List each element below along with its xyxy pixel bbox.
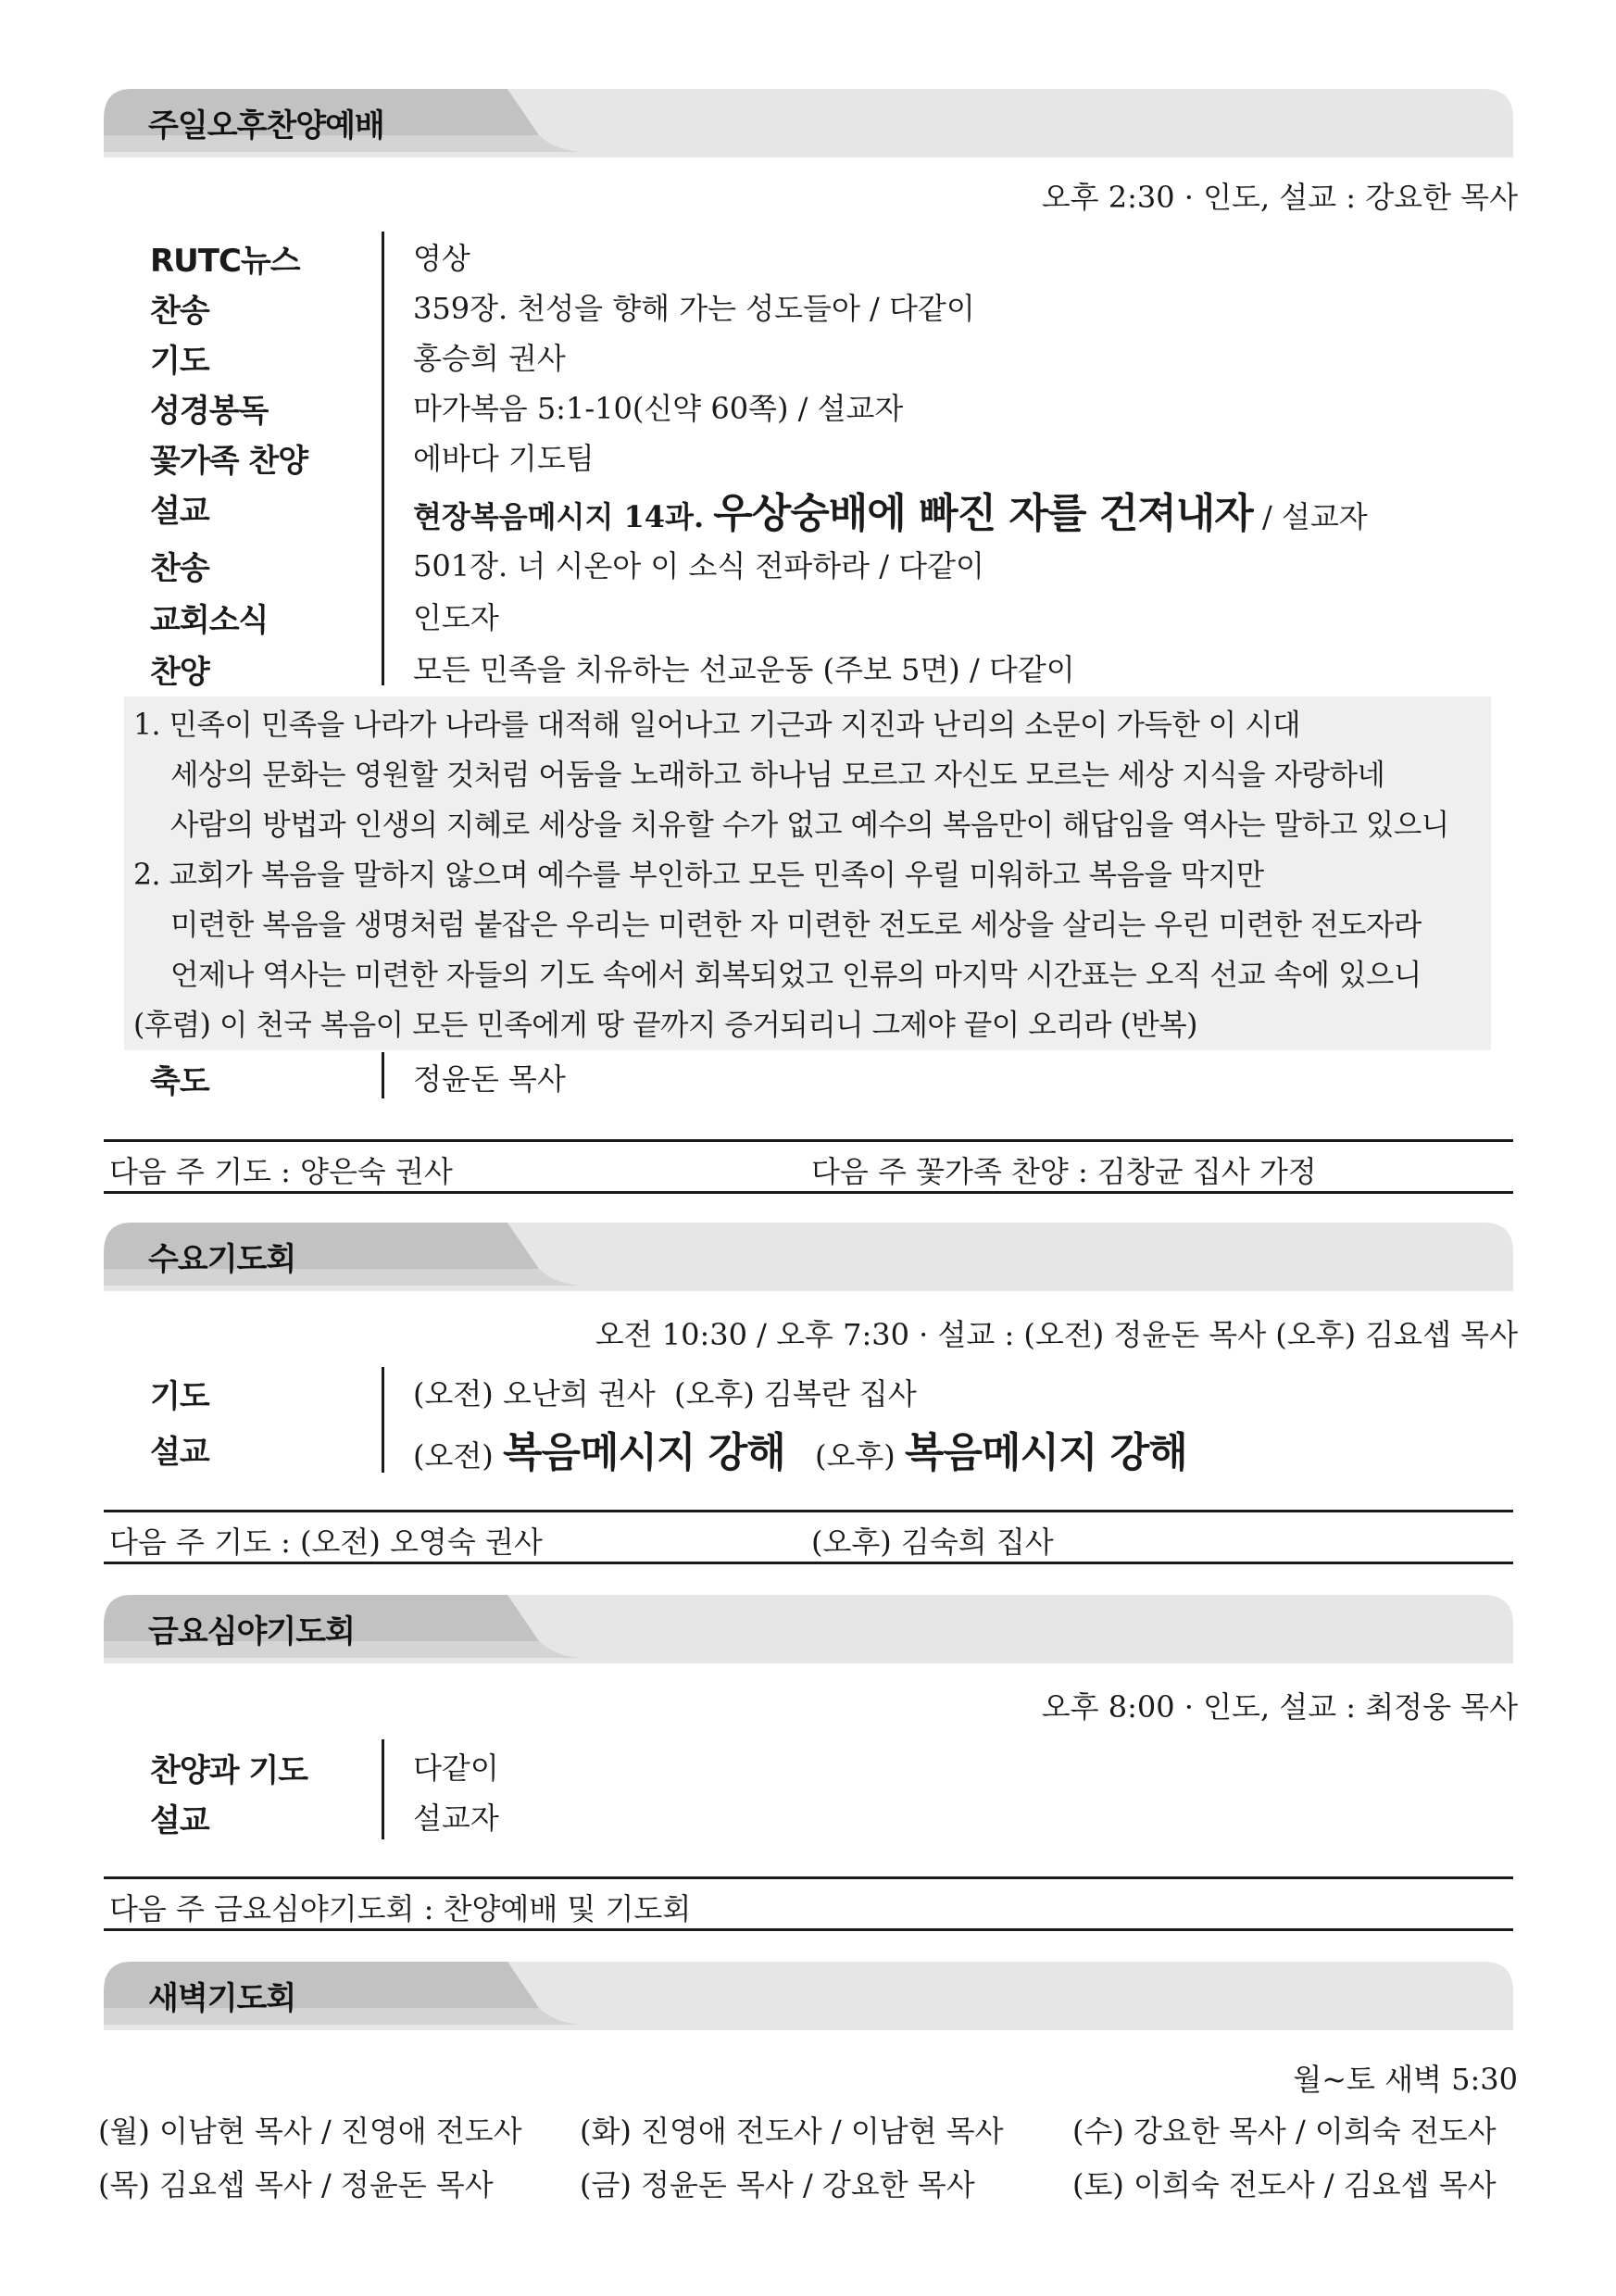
order-value: (오전) 오난희 권사 (오후) 김복란 집사 — [413, 1376, 917, 1411]
order-value: 인도자 — [413, 600, 499, 635]
section-header-sunday — [104, 82, 1513, 157]
dawn-schedule-item: (토) 이희숙 전도사 / 김요셉 목사 — [1072, 2167, 1497, 2202]
next-week-prayer: 다음 주 기도 : 양은숙 권사 — [109, 1154, 453, 1189]
dawn-schedule-item: (금) 정윤돈 목사 / 강요한 목사 — [580, 2167, 975, 2202]
divider-bar — [382, 1367, 384, 1473]
order-label: 설교 — [150, 493, 209, 530]
am-sermon-title: 복음메시지 강해 — [502, 1429, 785, 1476]
order-label: 기도 — [150, 343, 209, 380]
next-week-friday: 다음 주 금요심야기도회 : 찬양예배 및 기도회 — [109, 1891, 692, 1926]
order-label: 교회소식 — [150, 602, 269, 639]
section-header-friday — [104, 1587, 1513, 1663]
order-value: 에바다 기도팀 — [413, 441, 595, 476]
lyrics-line: 언제나 역사는 미련한 자들의 기도 속에서 회복되었고 인류의 마지막 시간표는 오직 선교 속에 있으니 — [170, 959, 1422, 992]
lyrics-line: 세상의 문화는 영원할 것처럼 어둠을 노래하고 하나님 모르고 자신도 모르는 세상 지식을 자랑하네 — [170, 759, 1385, 792]
divider-line — [104, 1191, 1513, 1194]
lyrics-line: 미련한 복음을 생명처럼 붙잡은 우리는 미련한 자 미련한 전도로 세상을 살리는 우린 미련한 전도자라 — [170, 909, 1422, 942]
sermon-value — [413, 1419, 1187, 1478]
sermon-suffix: / 설교자 — [1261, 499, 1368, 534]
divider-line — [104, 1510, 1513, 1512]
next-week-prayer-am: 다음 주 기도 : (오전) 오영숙 권사 — [109, 1524, 543, 1560]
divider-line — [104, 1562, 1513, 1564]
lyrics-line: (후렴) 이 천국 복음이 모든 민족에게 땅 끝까지 증거되리니 그제야 끝이 오리라 (반복) — [133, 1009, 1197, 1042]
lyrics-line: 2. 교회가 복음을 말하지 않으며 예수를 부인하고 모든 민족이 우릴 미워하고 복음을 막지만 — [133, 859, 1264, 892]
section-title: 주일오후찬양예배 — [148, 107, 384, 144]
sermon-prefix: 현장복음메시지 14과. — [413, 499, 705, 534]
section-title: 새벽기도회 — [148, 1980, 296, 2017]
section-title: 수요기도회 — [148, 1241, 296, 1278]
dawn-schedule-item: (수) 강요한 목사 / 이희숙 전도사 — [1072, 2114, 1497, 2149]
order-label: 찬양과 기도 — [150, 1752, 308, 1789]
section-header-dawn — [104, 1954, 1513, 2030]
order-value: 영상 — [413, 241, 470, 276]
pm-tag: (오후) — [815, 1438, 896, 1474]
order-label: 찬양 — [150, 654, 209, 691]
order-value: 홍승희 권사 — [413, 341, 566, 376]
order-value: 모든 민족을 치유하는 선교운동 (주보 5면) / 다같이 — [413, 652, 1075, 687]
next-week-prayer-pm: (오후) 김숙희 집사 — [811, 1524, 1054, 1560]
dawn-schedule-item: (월) 이남현 목사 / 진영애 전도사 — [98, 2114, 522, 2149]
section-title: 금요심야기도회 — [148, 1613, 355, 1650]
service-time: 오전 10:30 / 오후 7:30 · 설교 : (오전) 정윤돈 목사 (오후) 김요셉 목사 — [595, 1317, 1518, 1352]
lyrics-box — [124, 696, 1491, 1050]
order-label: 설교 — [150, 1802, 209, 1839]
sermon-value — [413, 480, 1368, 539]
order-label: 꽃가족 찬양 — [150, 443, 308, 480]
dawn-schedule-item: (화) 진영애 전도사 / 이남현 목사 — [580, 2114, 1004, 2149]
divider-bar — [382, 1739, 384, 1839]
lyrics-line: 사람의 방법과 인생의 지혜로 세상을 치유할 수가 없고 예수의 복음만이 해답임을 역사는 말하고 있으니 — [170, 809, 1449, 842]
order-value: 설교자 — [413, 1800, 499, 1836]
order-label: 찬송 — [150, 550, 209, 587]
order-label: 찬송 — [150, 293, 209, 330]
next-week-praise: 다음 주 꽃가족 찬양 : 김창균 집사 가정 — [811, 1154, 1317, 1189]
am-tag: (오전) — [413, 1438, 494, 1474]
order-value: 마가복음 5:1-10(신약 60쪽) / 설교자 — [413, 391, 904, 426]
divider-line — [104, 1876, 1513, 1879]
divider-line — [104, 1928, 1513, 1931]
pm-sermon-title: 복음메시지 강해 — [904, 1429, 1187, 1476]
lyrics-line: 1. 민족이 민족을 나라가 나라를 대적해 일어나고 기근과 지진과 난리의 소문이 가득한 이 시대 — [133, 709, 1301, 742]
order-value: 501장. 너 시온아 이 소식 전파하라 / 다같이 — [413, 548, 984, 583]
order-label: RUTC뉴스 — [150, 243, 300, 280]
sermon-title: 우상숭배에 빠진 자를 건져내자 — [713, 490, 1253, 537]
order-label: 성경봉독 — [150, 393, 269, 430]
order-label: 설교 — [150, 1434, 209, 1471]
order-value: 다같이 — [413, 1750, 499, 1786]
dawn-schedule-item: (목) 김요셉 목사 / 정윤돈 목사 — [98, 2167, 494, 2202]
service-time: 오후 8:00 · 인도, 설교 : 최정웅 목사 — [1041, 1689, 1518, 1725]
divider-bar — [382, 232, 384, 685]
divider-line — [104, 1139, 1513, 1142]
divider-bar — [382, 1052, 384, 1098]
section-header-wednesday — [104, 1215, 1513, 1291]
order-value: 정윤돈 목사 — [413, 1061, 566, 1097]
order-label: 축도 — [150, 1063, 209, 1100]
service-time: 월~토 새벽 5:30 — [1293, 2062, 1518, 2097]
order-label: 기도 — [150, 1378, 209, 1415]
order-value: 359장. 천성을 향해 가는 성도들아 / 다같이 — [413, 291, 975, 326]
service-time: 오후 2:30 · 인도, 설교 : 강요한 목사 — [1041, 180, 1518, 215]
